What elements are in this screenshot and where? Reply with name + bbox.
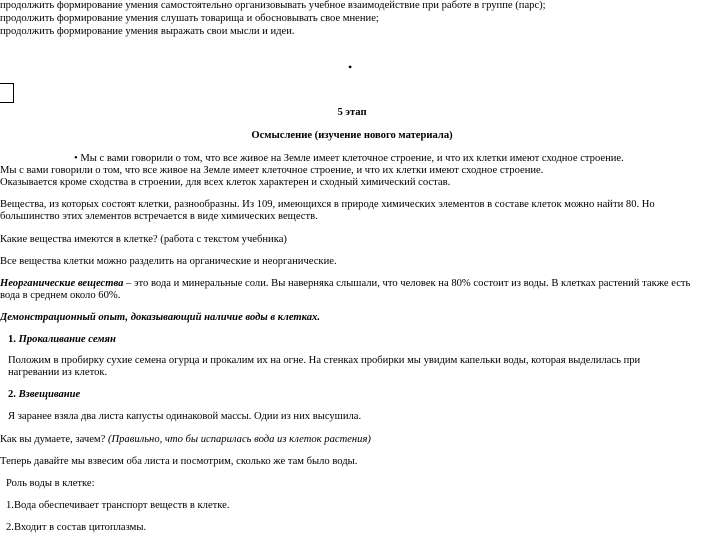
intro-line-3: продолжить формирование умения выражать свои мысли и идеи. [0, 26, 295, 37]
para2-line-1: Вещества, из которых состоят клетки, разнообразны. Из 109, имеющихся в природе химических элементов в составе клеток можно найти 80. Но [0, 199, 655, 210]
step1-line-1: Положим в пробирку сухие семена огурца и прокалим их на огне. На стенках пробирки мы увидим капельки воды, которая выделилась при [8, 355, 641, 366]
step1-number: 1. [8, 334, 16, 345]
bullet-paragraph-text: Мы с вами говорили о том, что все живое на Земле имеет клеточное строение, и что их клетки имеют сходное строение. [80, 153, 624, 164]
question-2-answer: (Правильно, что бы испарилась вода из клеток растения) [107, 434, 371, 445]
step1-line-2: нагревании из клеток. [8, 367, 108, 378]
margin-box [0, 83, 14, 103]
step2-text: Я заранее взяла два листа капусты одинаковой массы. Одии из них высушила. [8, 411, 362, 422]
bullet-icon: • [74, 153, 78, 164]
role-item-2: 2.Входит в состав цитоплазмы. [6, 522, 147, 533]
step1-title: Прокаливание семян [18, 334, 116, 345]
demo-heading: Демонстрационный опыт, доказывающий наличие воды в клетках. [0, 312, 320, 323]
inorganic-term: Неорганические вещества [0, 278, 124, 289]
bullet-paragraph [74, 153, 624, 165]
inorganic-line-2: вода в среднем около 60%. [0, 290, 121, 301]
inorganic-line-1 [0, 278, 690, 290]
para2-line-2: большинство этих элементов встречается в виде химических веществ. [0, 211, 318, 222]
intro-line-2: продолжить формирование умения слушать товарища и обосновывать свое мнение; [0, 13, 379, 24]
step1-heading [8, 334, 116, 346]
question-1: Какие вещества имеются в клетке? (работа с текстом учебника) [0, 234, 287, 245]
section-title: Осмысление (изучение нового материала) [251, 130, 453, 141]
question-2-plain: Как вы думаете, зачем? [0, 434, 108, 445]
question-2 [0, 434, 371, 446]
weigh-text: Теперь давайте мы взвесим оба листа и посмотрим, сколько же там было воды. [0, 456, 358, 467]
step2-heading [8, 389, 80, 401]
para3: Все вещества клетки можно разделить на органические и неорганические. [0, 256, 337, 267]
step2-title: Взвещивание [18, 389, 81, 400]
para1-line-2: Оказывается кроме сходства в строении, для всех клеток характерен и сходный химический состав. [0, 177, 451, 188]
stage-title: 5 этап [337, 107, 367, 118]
intro-line-1: продолжить формирование умения самостоятельно организовывать учебное взаимодействие при работе в группе (парс); [0, 0, 546, 11]
role-item-1: 1.Вода обеспечивает транспорт веществ в клетке. [6, 500, 230, 511]
center-bullet-icon: • [348, 60, 353, 74]
step2-number: 2. [8, 389, 16, 400]
role-heading: Роль воды в клетке: [6, 478, 95, 489]
inorganic-rest: – это вода и минеральные соли. Вы наверняка слышали, что человек на 80% состоит из воды. В клетках растений также есть [123, 278, 691, 289]
para1-line-1: Мы с вами говорили о том, что все живое на Земле имеет клеточное строение, и что их клетки имеют сходное строение. [0, 165, 544, 176]
